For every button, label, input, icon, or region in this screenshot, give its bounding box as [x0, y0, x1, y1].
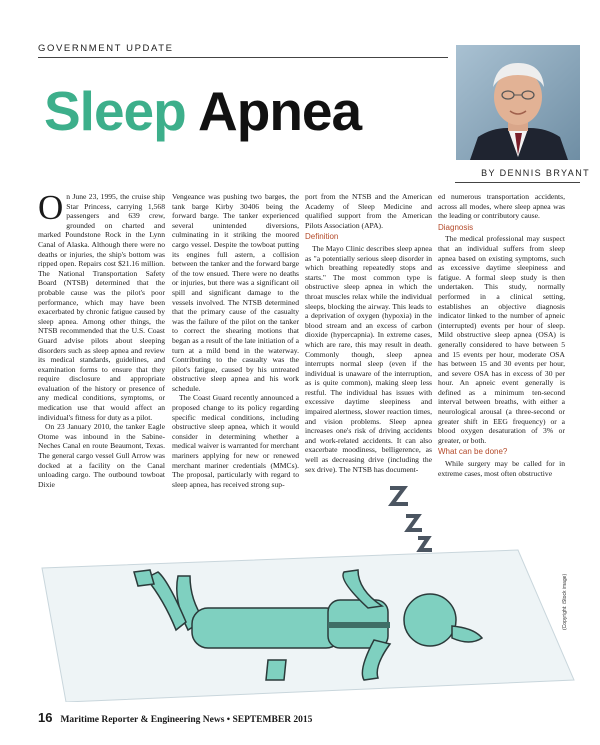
paragraph [38, 188, 165, 422]
publication-info: Maritime Reporter & Engineering News • SEPTEMBER 2015 [60, 715, 313, 725]
paragraph: While surgery may be called for in extreme cases, most often obstructive [438, 459, 565, 478]
article-column-4 [438, 192, 565, 478]
paragraph: On 23 January 2010, the tanker Eagle Otome was inbound in the Sabine-Neches Canal en route Beaumont, Texas. The general cargo vessel Gull Arrow was docked at a facility on the Canal unloading cargo. The outbound towboat Dixie [38, 422, 165, 489]
paragraph: The Coast Guard recently announced a proposed change to its policy regarding specific medical conditions, including obstructive sleep apnea, which it would consider in determining whether a medical waiver is warranted for merchant mariners applying for new or renewed merchant mariner credentials (MMCs). The proposal, particularly with regard to sleep apnea, has received strong sup- [172, 393, 299, 489]
article-column-1 [38, 188, 165, 489]
article-column-3 [305, 192, 432, 474]
paragraph: The medical professional may suspect that an individual suffers from sleep apnea based on existing symptoms, such as excessive daytime sleepiness and fatigue. A formal sleep study is then undertaken. This study, normally performed in a clinical setting, establishes an objective diagnosis indicator linked to the number of apneic (interrupted) events per hour of sleep. Mild obstructive sleep apnea (OSA) is generally considered to have between 5 and 15 events per hour, moderate OSA has between 15 and 30 events per hour, and severe OSA has in excess of 30 per hour. An apneic event generally is defined as a minimum ten-second interval between breaths, with either a neurological arousal (a three-second or greater shift in EEG frequency) or a blood oxygen desaturation of 3% or greater, or both. [438, 234, 565, 445]
drop-cap: O [38, 188, 64, 227]
page-number: 16 [38, 710, 53, 725]
paragraph-text: n June 23, 1995, the cruise ship Star Princess, carrying 1,568 passengers and 639 crew, grounded on charted and marked Poundstone Rock in the Lynn Canal of Alaska. Although there were no deaths or injuries, the ship's bottom was ripped open. Repairs cost $21.16 million. The National Transportation Safety Board (NTSB) determined that the probable cause was the pilot's poor performance, which may have been exacerbated by chronic fatigue caused by sleep apnea. Among other things, the NTSB recommended that the U.S. Coast Guard advise pilots about sleeping disorders such as sleep apnea and review its medical standards, guidelines, and examination forms to ensure that they require disclosure and appropriate evaluation of the history or presence of any medical conditions, symptoms, or medication use that would affect an individual's fitness for duty as a pilot. [38, 192, 165, 422]
title-word-apnea: Apnea [198, 80, 362, 142]
zzz-icon [390, 488, 432, 550]
article-column-2 [172, 192, 299, 489]
byline-rule [455, 182, 580, 183]
image-credit: (Copyright: iStock image) [562, 573, 568, 630]
portrait-illustration [456, 45, 580, 160]
paragraph: port from the NTSB and the American Academy of Sleep Medicine and qualified support from the American Pilots Association (APA). [305, 192, 432, 230]
page-footer [38, 710, 312, 725]
section-heading-diagnosis: Diagnosis [438, 222, 474, 232]
section-heading-what-can-be-done: What can be done? [438, 447, 508, 457]
header-rule [38, 57, 448, 58]
byline: BY DENNIS BRYANT [481, 168, 590, 178]
section-heading-definition: Definition [305, 232, 339, 242]
paragraph: Vengeance was pushing two barges, the tank barge Kirby 30406 being the forward barge. The tanker experienced several unintended diversions, culminating in it striking the moored cargo vessel. Despite the towboat putting its engines full astern, a collision between the tanker and the forward barge of the tow ensued. There were no deaths or injuries, but there was a significant oil spill and significant damage to the vessels involved. The NTSB determined that the primary cause of the casualty was the failure of the pilot on the tanker to correct the shearing motions that began as a result of the late initiation of a turn at a mild bend in the waterway. Contributing to the casualty was the pilot's fatigue, caused by his untreated obstructive sleep apnea and his work schedule. [172, 192, 299, 393]
title-word-sleep: Sleep [44, 80, 186, 142]
author-photo [456, 45, 580, 160]
sleeping-figure-illustration [38, 480, 578, 702]
paragraph: ed numerous transportation accidents, across all modes, where sleep apnea was the leading or contributory cause. [438, 192, 565, 221]
article-title [44, 80, 361, 142]
paragraph: The Mayo Clinic describes sleep apnea as "a potentially serious sleep disorder in which breathing repeatedly stops and starts." The most common type is obstructive sleep apnea in which the throat muscles relax while the individual sleeps, blocking the airway. This leads to a deprivation of oxygen (hypoxia) in the blood stream and an excess of carbon dioxide (hypercapnia). In extreme cases, which are rare, this may result in death. Commonly though, sleep apnea interrupts normal sleep (even if the individual is unaware of the interruption, as is quite common), making sleep less restful. The individual has issues with excessive daytime sleepiness and impaired alertness, slower reaction times, and vision problems. Sleep apnea increases one's risk of driving accidents and work-related accidents. It can also exacerbate moodiness, belligerence, as well as decreasing drive (including the sex drive). The NTSB has document- [305, 243, 432, 474]
section-label: GOVERNMENT UPDATE [38, 43, 174, 54]
